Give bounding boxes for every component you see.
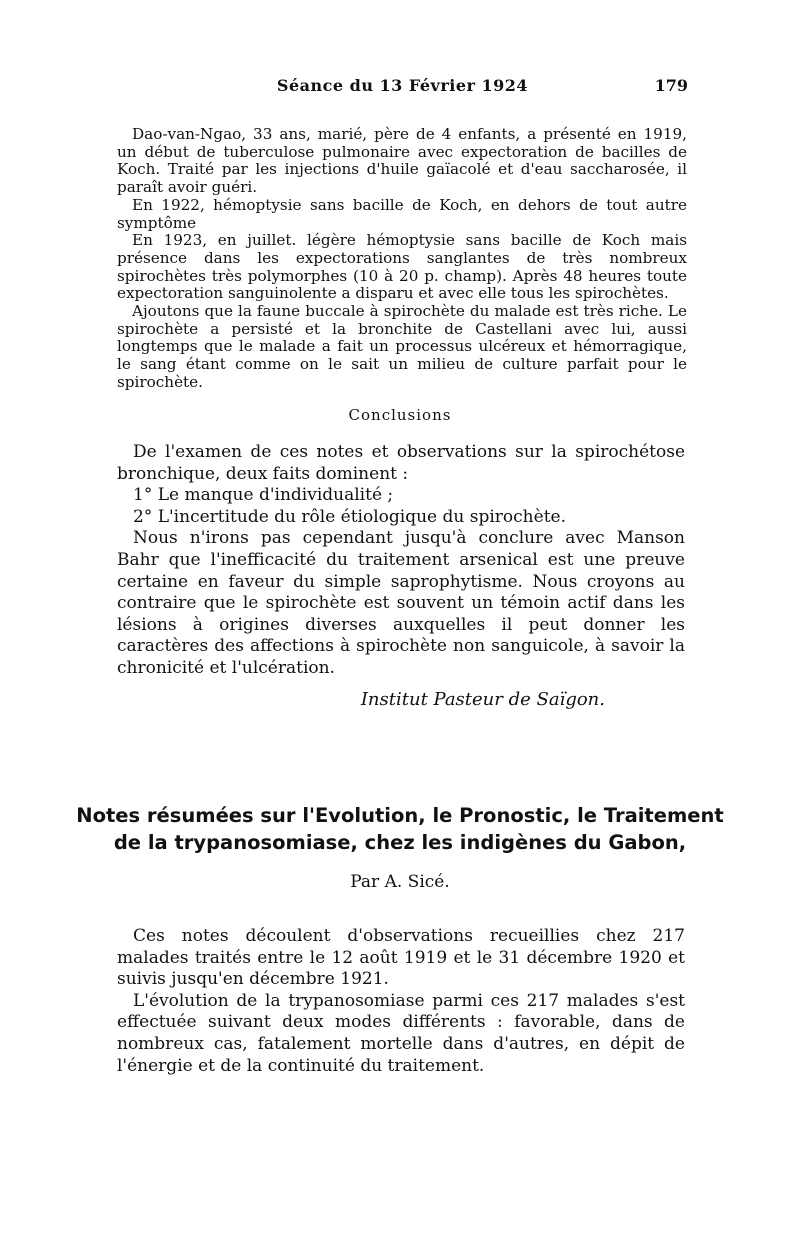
conclusions-body <box>117 442 685 680</box>
article-paragraph: Ces notes découlent d'observations recueillies chez 217 malades traités entre le 12 août 1919 et le 31 décembre 1920 et suivis jusqu'en décembre 1921. <box>117 926 685 990</box>
case-paragraph: En 1923, en juillet. légère hémoptysie sans bacille de Koch mais présence dans les expectorations sanglantes de très nombreux spirochètes très polymorphes (10 à 20 p. champ). Après 48 heures toute expectoration sanguinolente a disparu et avec elle tous les spirochètes. <box>117 231 687 303</box>
running-header <box>117 76 688 106</box>
running-title: Séance du 13 Février 1924 <box>276 76 529 95</box>
conclusions-heading: Conclusions <box>348 406 452 424</box>
article-title <box>0 802 800 856</box>
article-paragraph: L'évolution de la trypanosomiase parmi ces 217 malades s'est effectuée suivant deux modes différents : favorable, dans de nombreux cas, fatalement mortelle dans d'autres, en dépit de l'énergie et de la continuité du traitement. <box>117 990 685 1076</box>
article-body <box>117 926 685 1077</box>
institution-signature: Institut Pasteur de Saïgon. <box>360 689 605 710</box>
conclusions-paragraph: Nous n'irons pas cependant jusqu'à conclure avec Manson Bahr que l'inefficacité du traitement arsenical est une preuve certaine en faveur du simple saprophytisme. Nous croyons au contraire que le spirochète est souvent un témoin actif dans les lésions à origines diverses auxquelles il peut donner les caractères des affections à spirochète non sanguicole, à savoir la chronicité et l'ulcération. <box>117 528 685 678</box>
page-number: 179 <box>654 76 688 95</box>
conclusions-list-item: 1° Le manque d'individualité ; <box>133 485 394 506</box>
case-paragraph: Dao-van-Ngao, 33 ans, marié, père de 4 enfants, a présenté en 1919, un début de tuberculose pulmonaire avec expectoration de bacilles de Koch. Traité par les injections d'huile gaïacolé et d'eau saccharosée, il paraît avoir guéri. <box>117 125 687 197</box>
case-paragraph: En 1922, hémoptysie sans bacille de Koch, en dehors de tout autre symptôme <box>117 195 687 232</box>
article-title-line: Notes résumées sur l'Evolution, le Pronostic, le Traitement <box>76 804 724 827</box>
conclusions-paragraph: De l'examen de ces notes et observations sur la spirochétose bronchique, deux faits dominent : <box>117 442 685 484</box>
article-title-line: de la trypanosomiase, chez les indigènes du Gabon, <box>113 831 687 854</box>
article-author: Par A. Sicé. <box>350 872 450 892</box>
conclusions-list-item: 2° L'incertitude du rôle étiologique du spirochète. <box>133 506 566 527</box>
case-report <box>117 126 687 392</box>
case-paragraph: Ajoutons que la faune buccale à spirochète du malade est très riche. Le spirochète a persisté et la bronchite de Castellani avec lui, aussi longtemps que le malade a fait un processus ulcéreux et hémorragique, le sang étant comme on le sait un milieu de culture parfait pour le spirochète. <box>117 302 687 391</box>
